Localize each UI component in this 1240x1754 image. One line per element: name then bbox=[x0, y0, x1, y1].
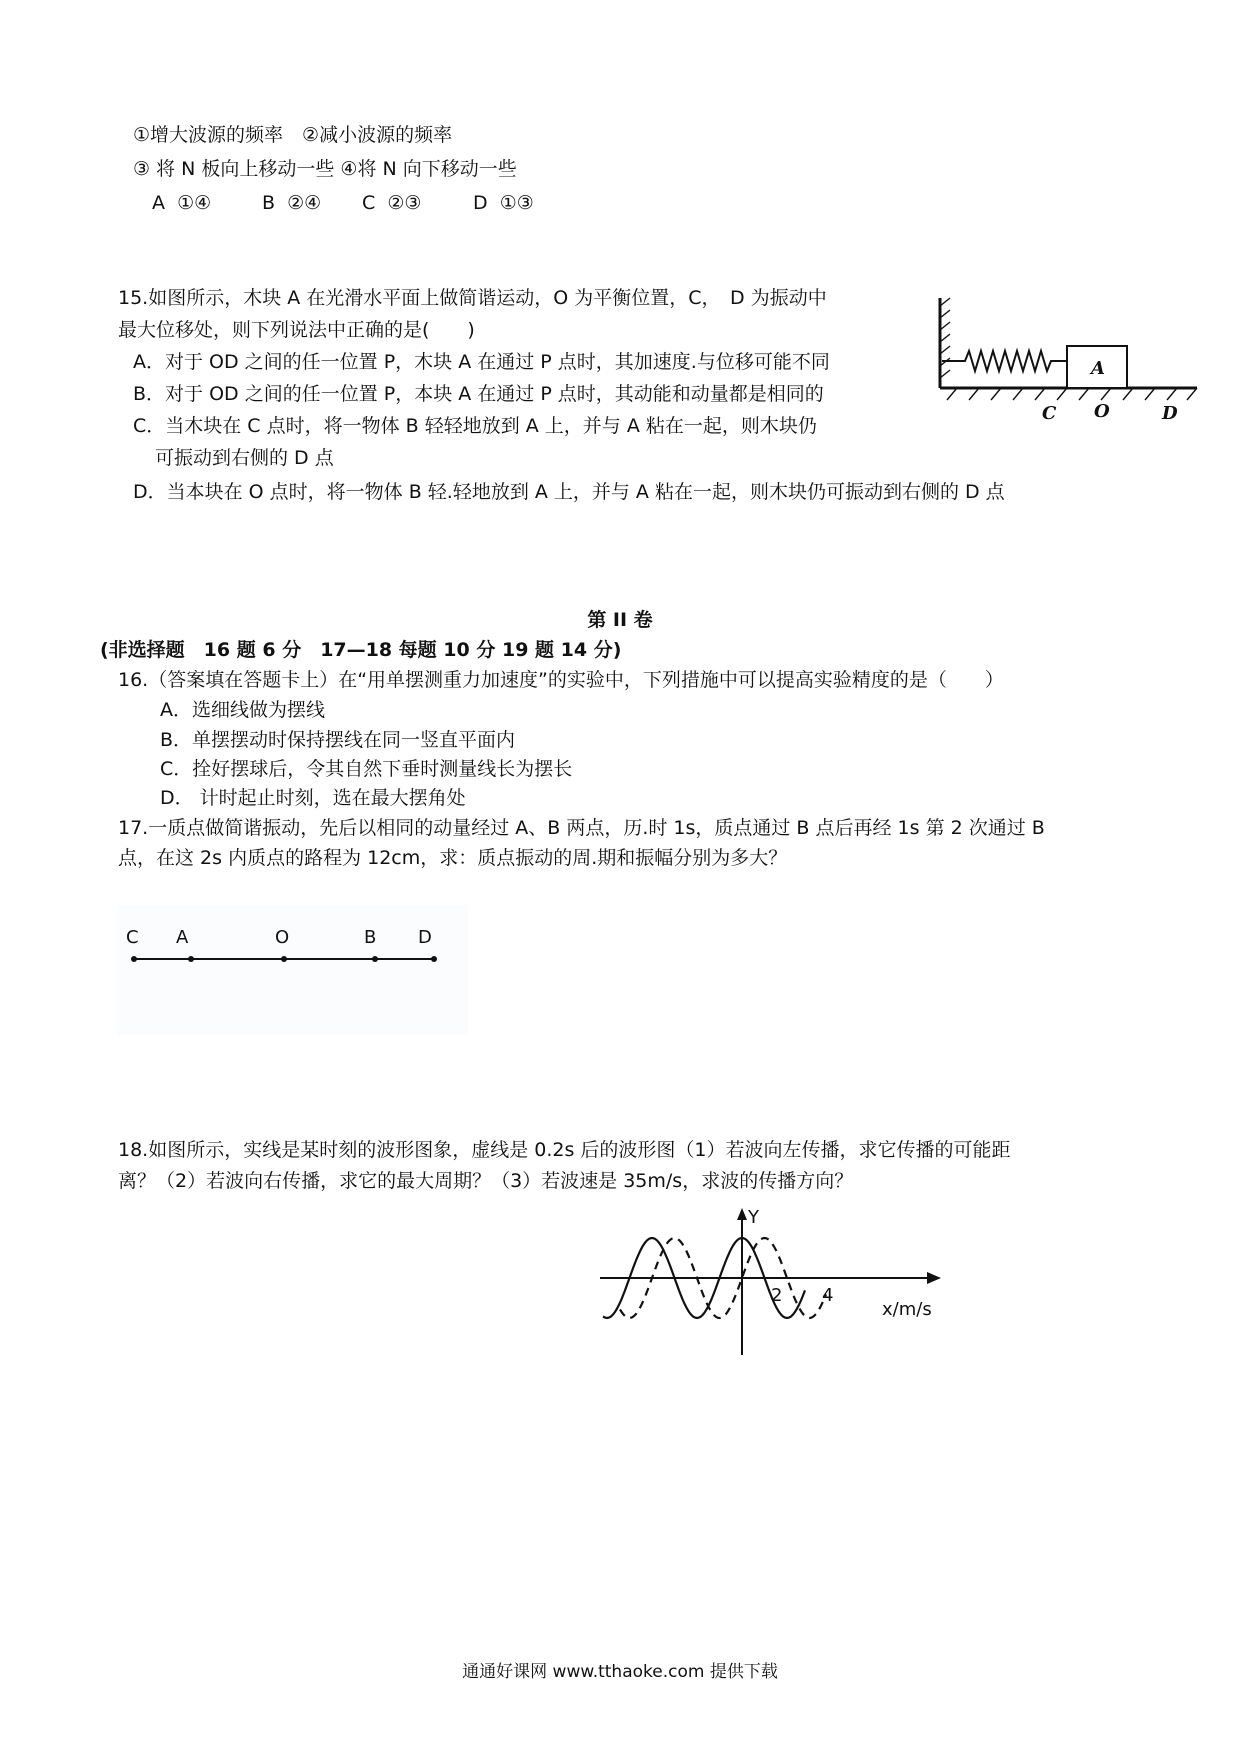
q15-stem-line-2: 最大位移处，则下列说法中正确的是( ) bbox=[118, 319, 475, 341]
q14-choice-a: A ①④ bbox=[152, 192, 212, 214]
spring-oscillator-figure bbox=[925, 296, 1205, 426]
point-o bbox=[281, 956, 287, 962]
tick-label-4: 4 bbox=[822, 1285, 834, 1306]
q16-stem: 16.（答案填在答题卡上）在“用单摆测重力加速度”的实验中，下列措施中可以提高实验精度的是（ ） bbox=[118, 669, 1004, 691]
q16-option-c: C．拴好摆球后，令其自然下垂时测量线长为摆长 bbox=[160, 758, 573, 780]
y-axis-label: Y bbox=[748, 1207, 759, 1228]
q15-option-d: D．当本块在 O 点时，将一物体 B 轻.轻地放到 A 上，并与 A 粘在一起，则木块仍可振动到右侧的 D 点 bbox=[133, 481, 1005, 503]
point-a bbox=[188, 956, 194, 962]
q18-stem-line-2: 离？（2）若波向右传播，求它的最大周期？（3）若波速是 35m/s，求波的传播方向？ bbox=[118, 1170, 854, 1192]
block-a-label: A bbox=[1091, 358, 1105, 379]
x-axis-arrow bbox=[927, 1272, 941, 1284]
part-2-note: (非选择题 16 题 6 分 17—18 每题 10 分 19 题 14 分) bbox=[100, 639, 622, 661]
q17-points-line-figure bbox=[118, 905, 468, 1035]
q18-stem-line-1: 18.如图所示，实线是某时刻的波形图象，虚线是 0.2s 后的波形图（1）若波向左传播，求它传播的可能距 bbox=[118, 1139, 1011, 1161]
spring bbox=[942, 351, 1067, 371]
floor-hatching bbox=[947, 388, 1197, 400]
q15-option-a: A．对于 OD 之间的任一位置 P，木块 A 在通过 P 点时，其加速度.与位移可能不同 bbox=[133, 351, 830, 373]
point-d bbox=[431, 956, 437, 962]
point-o-label: O bbox=[1094, 401, 1110, 422]
q14-choice-d: D ①③ bbox=[473, 192, 534, 214]
label-b: B bbox=[364, 927, 377, 948]
q14-choice-b: B ②④ bbox=[262, 192, 322, 214]
q14-options-line-1: ①增大波源的频率 ②减小波源的频率 bbox=[133, 124, 453, 146]
label-o: O bbox=[275, 927, 290, 948]
q16-option-d: D． 计时起止时刻，选在最大摆角处 bbox=[160, 787, 466, 809]
footer-text: 通通好课网 www.tthaoke.com 提供下载 bbox=[462, 1662, 778, 1682]
label-a: A bbox=[176, 927, 189, 948]
point-c-label: C bbox=[1042, 403, 1057, 424]
point-b bbox=[372, 956, 378, 962]
q17-stem-line-1: 17.一质点做简谐振动，先后以相同的动量经过 A、B 两点，历.时 1s，质点通过 B 点后再经 1s 第 2 次通过 B bbox=[118, 817, 1045, 839]
q14-choice-c: C ②③ bbox=[362, 192, 422, 214]
tick-label-2: 2 bbox=[771, 1285, 783, 1306]
q14-options-line-2: ③ 将 N 板向上移动一些 ④将 N 向下移动一些 bbox=[133, 158, 517, 180]
part-2-title: 第 II 卷 bbox=[587, 609, 653, 631]
y-axis-arrow bbox=[737, 1208, 747, 1220]
q16-option-a: A．选细线做为摆线 bbox=[160, 699, 325, 721]
q15-stem-line-1: 15.如图所示，木块 A 在光滑水平面上做简谐运动，O 为平衡位置，C， D 为振动中 bbox=[118, 287, 827, 309]
q16-option-b: B．单摆摆动时保持摆线在同一竖直平面内 bbox=[160, 729, 516, 751]
point-c bbox=[131, 956, 137, 962]
point-d-label: D bbox=[1162, 403, 1178, 424]
q15-option-c-line-2: 可振动到右侧的 D 点 bbox=[155, 447, 334, 469]
q15-option-c-line-1: C．当木块在 C 点时，将一物体 B 轻轻地放到 A 上，并与 A 粘在一起，则木块仍 bbox=[133, 415, 817, 437]
x-axis-label: x/m/s bbox=[882, 1299, 932, 1320]
figure-background bbox=[118, 905, 468, 1035]
label-d: D bbox=[418, 927, 432, 948]
q15-option-b: B．对于 OD 之间的任一位置 P，本块 A 在通过 P 点时，其动能和动量都是相同的 bbox=[133, 383, 824, 405]
q17-stem-line-2: 点，在这 2s 内质点的路程为 12cm，求：质点振动的周.期和振幅分别为多大？ bbox=[118, 847, 788, 869]
label-c: C bbox=[126, 927, 139, 948]
wave-figure bbox=[595, 1205, 955, 1360]
